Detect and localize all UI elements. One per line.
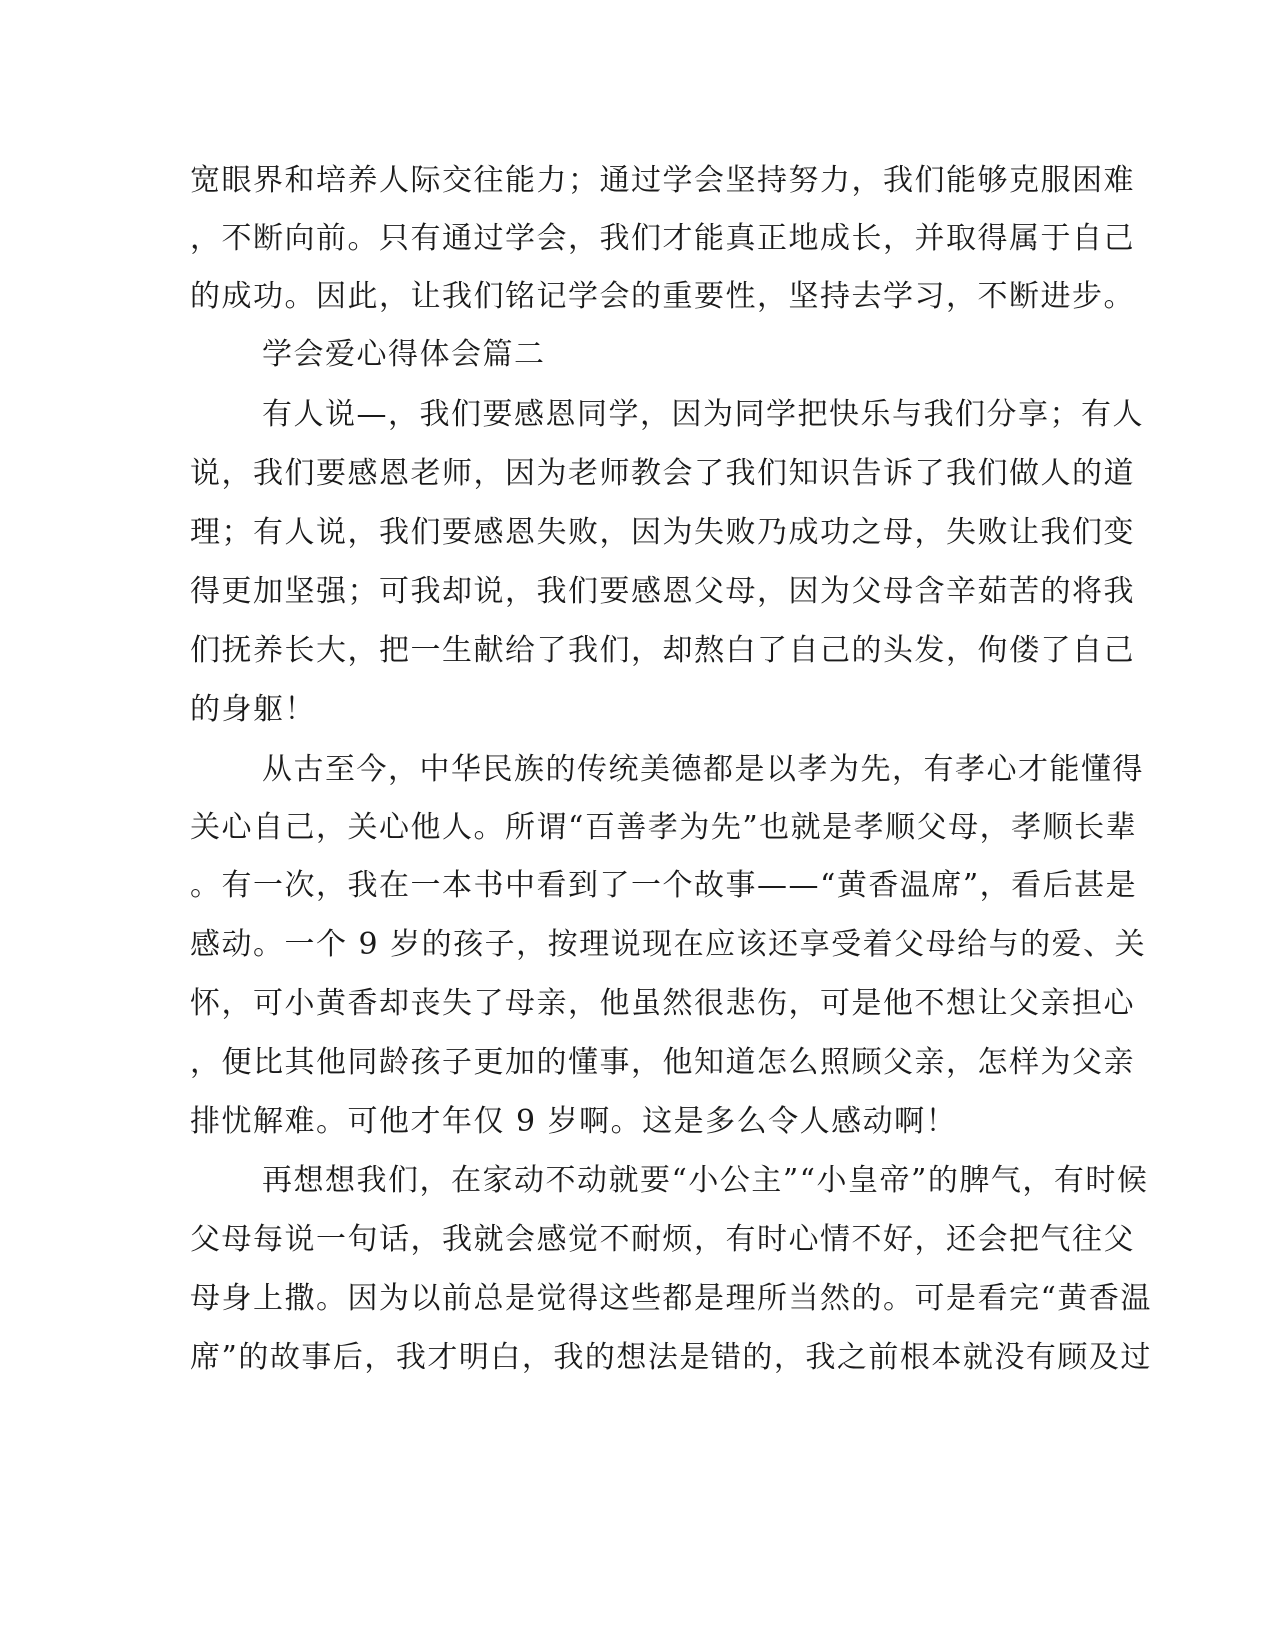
text-line: 排忧解难。可他才年仅 9 岁啊。这是多么令人感动啊！	[190, 1104, 958, 1139]
text-line: 的成功。因此，让我们铭记学会的重要性，坚持去学习，不断进步。	[190, 279, 1135, 314]
text-line: 从古至今，中华民族的传统美德都是以孝为先，有孝心才能懂得	[262, 752, 1144, 787]
text-line: ，便比其他同龄孩子更加的懂事，他知道怎么照顾父亲，怎样为父亲	[190, 1045, 1135, 1080]
text-line: 的身躯！	[190, 692, 316, 727]
section-heading: 学会爱心得体会篇二	[262, 337, 546, 372]
text-line: 。有一次，我在一本书中看到了一个故事——“黄香温席”，看后甚是	[190, 868, 1138, 903]
text-line: 母身上撒。因为以前总是觉得这些都是理所当然的。可是看完“黄香温	[190, 1281, 1152, 1316]
text-line: 怀，可小黄香却丧失了母亲，他虽然很悲伤，可是他不想让父亲担心	[190, 986, 1135, 1021]
text-line: 再想想我们，在家动不动就要“小公主”“小皇帝”的脾气，有时候	[262, 1163, 1149, 1198]
text-line: 感动。一个 9 岁的孩子，按理说现在应该还享受着父母给与的爱、关	[190, 927, 1147, 962]
text-line: ，不断向前。只有通过学会，我们才能真正地成长，并取得属于自己	[190, 221, 1135, 256]
text-line: 说，我们要感恩老师，因为老师教会了我们知识告诉了我们做人的道	[190, 456, 1135, 491]
text-line: 得更加坚强；可我却说，我们要感恩父母，因为父母含辛茹苦的将我	[190, 574, 1135, 609]
text-line: 们抚养长大，把一生献给了我们，却熬白了自己的头发，佝偻了自己	[190, 633, 1135, 668]
text-line: 理；有人说，我们要感恩失败，因为失败乃成功之母，失败让我们变	[190, 515, 1135, 550]
text-line: 宽眼界和培养人际交往能力；通过学会坚持努力，我们能够克服困难	[190, 163, 1135, 198]
text-line: 关心自己，关心他人。所谓“百善孝为先”也就是孝顺父母，孝顺长辈	[190, 810, 1138, 845]
text-line: 有人说—，我们要感恩同学，因为同学把快乐与我们分享；有人	[262, 397, 1144, 432]
text-line: 席”的故事后，我才明白，我的想法是错的，我之前根本就没有顾及过	[190, 1340, 1152, 1375]
text-line: 父母每说一句话，我就会感觉不耐烦，有时心情不好，还会把气往父	[190, 1222, 1135, 1257]
